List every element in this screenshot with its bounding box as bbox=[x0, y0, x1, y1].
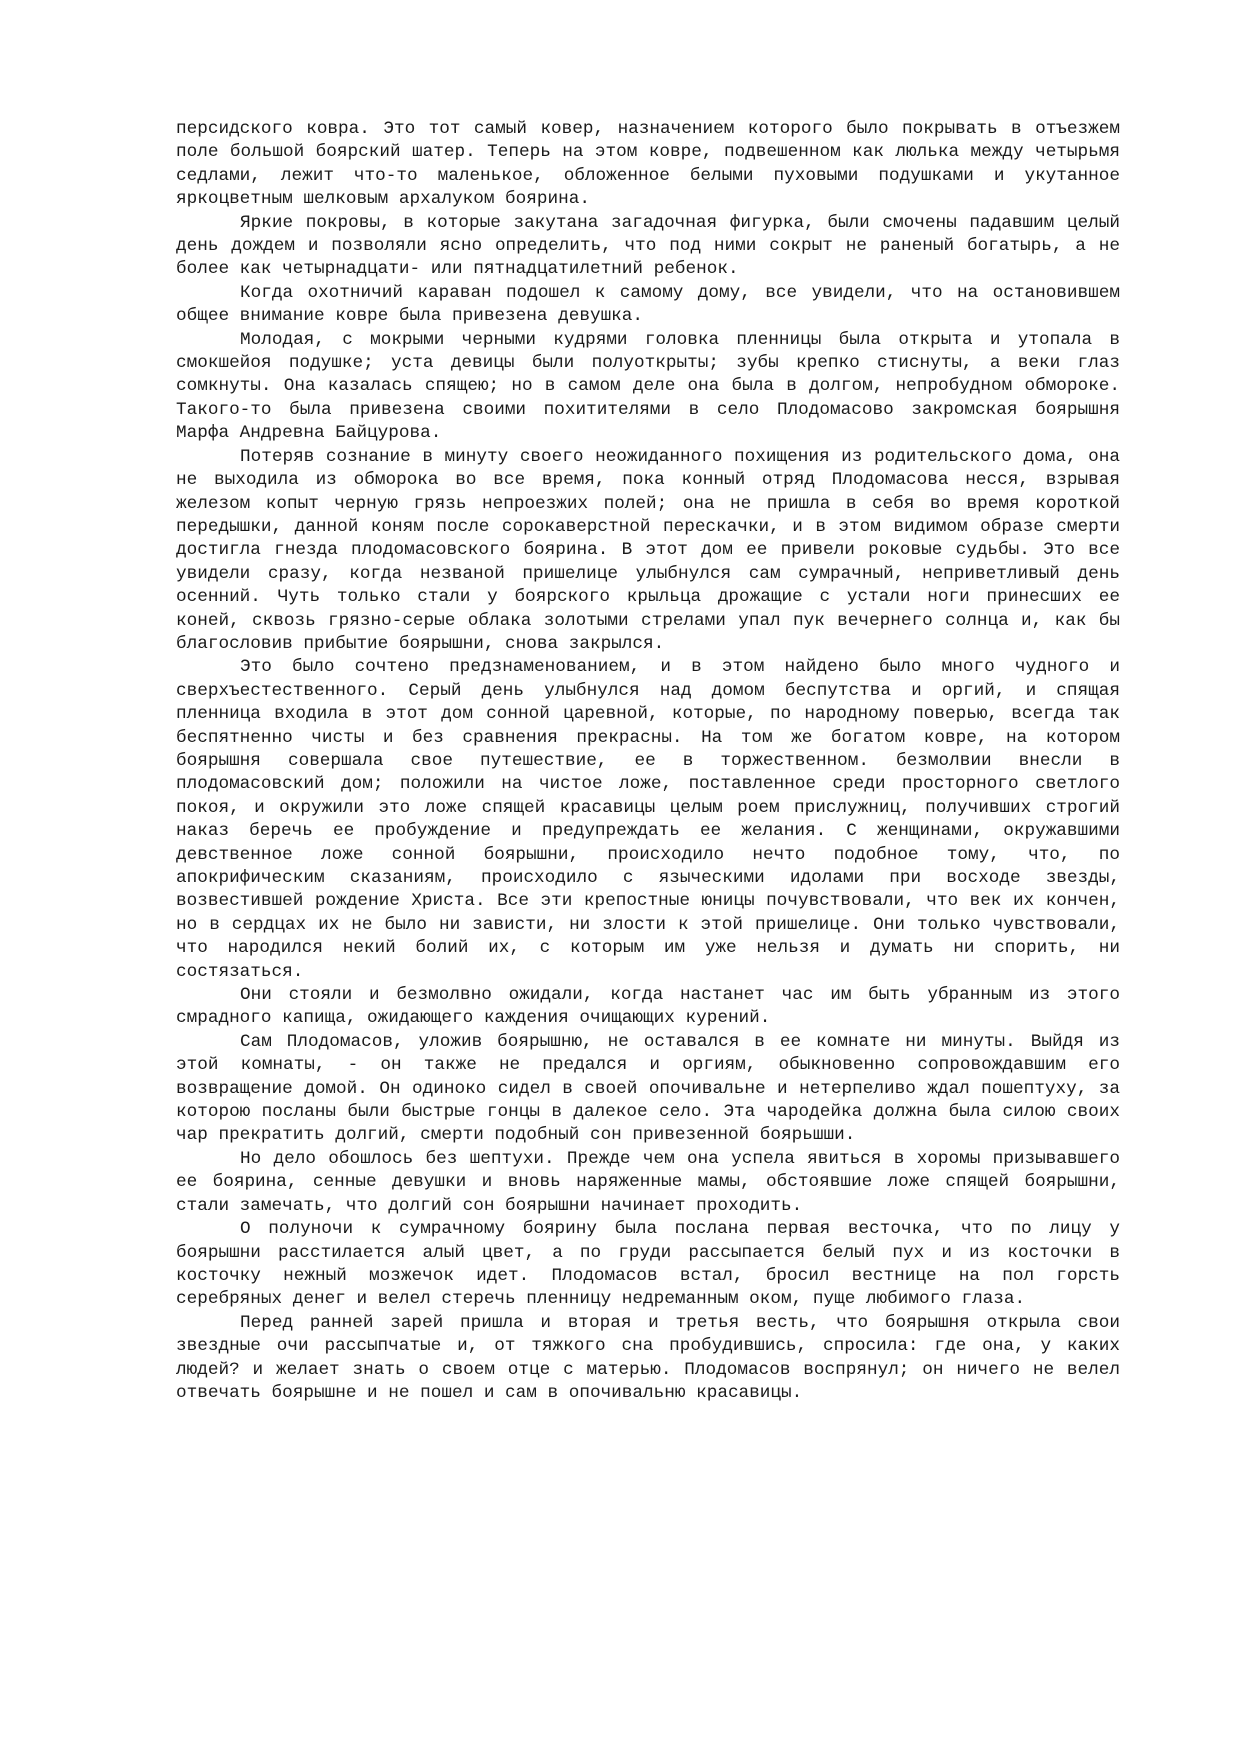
paragraph-3: Когда охотничий караван подошел к самому дому, все увидели, что на остановившем общее внимание ковре была привезена девушка. bbox=[176, 282, 1120, 327]
paragraph-10: О полуночи к сумрачному боярину была послана первая весточка, что по лицу у боярышни расстилается алый цвет, а по груди рассыпается белый пух и из косточки в косточку нежный мозжечок идет. Плодомасов встал, бросил вестнице на пол горсть серебряных денег и велел стеречь пленницу недреманным оком, пуще любимого глаза. bbox=[176, 1219, 1120, 1310]
paragraph-5: Потеряв сознание в минуту своего неожиданного похищения из родительского дома, она не выходила из обморока во все время, пока конный отряд Плодомасова несся, взрывая железом копыт черную грязь непроезжих полей; она не пришла в себя во время короткой передышки, данной коням после сорокаверстной перескачки, и в этом видимом образе смерти достигла гнезда плодомасовского боярина. В этот дом ее привели роковые судьбы. Это все увидели сразу, когда незваной пришелице улыбнулся сам сумрачный, неприветливый день осенний. Чуть только стали у боярского крыльца дрожащие с устали ноги принесших ее коней, сквозь грязно-серые облака золотыми стрелами упал пук вечернего солнца и, как бы благословив прибытие боярышни, снова закрылся. bbox=[176, 446, 1120, 654]
paragraph-11: Перед ранней зарей пришла и вторая и третья весть, что боярышня открыла свои звездные очи рассыпчатые и, от тяжкого сна пробудившись, спросила: где она, у каких людей? и желает знать о своем отце с матерью. Плодомасов воспрянул; он ничего не велел отвечать боярышне и не пошел и сам в опочивальню красавицы. bbox=[176, 1312, 1120, 1403]
paragraph-2: Яркие покровы, в которые закутана загадочная фигурка, были смочены падавшим целый день дождем и позволяли ясно определить, что под ними сокрыт не раненый богатырь, а не более как четырнадцати- или пятнадцатилетний ребенок. bbox=[176, 212, 1120, 280]
document-page bbox=[176, 118, 1120, 1405]
paragraph-9: Но дело обошлось без шептухи. Прежде чем она успела явиться в хоромы призывавшего ее боярина, сенные девушки и вновь наряженные мамы, обстоявшие ложе спящей боярышни, стали замечать, что долгий сон боярышни начинает проходить. bbox=[176, 1148, 1120, 1216]
paragraph-7: Они стояли и безмолвно ожидали, когда настанет час им быть убранным из этого смрадного капища, ожидающего каждения очищающих курений. bbox=[176, 985, 1120, 1029]
paragraph-6: Это было сочтено предзнаменованием, и в этом найдено было много чудного и сверхъестественного. Серый день улыбнулся над домом беспутства и оргий, и спящая пленница входила в этот дом сонной царевной, которые, по народному поверью, всегда так беспятненно чисты и без сравнения прекрасны. На том же богатом ковре, на котором боярышня совершала свое путешествие, ее в торжественном. безмолвии внесли в плодомасовский дом; положили на чистое ложе, поставленное среди просторного светлого покоя, и окружили это ложе спящей красавицы целым роем прислужниц, получивших строгий наказ беречь ее пробуждение и предупреждать ее желания. С женщинами, окружавшими девственное ложе сонной боярышни, происходило нечто подобное тому, что, по апокрифическим сказаниям, происходило с языческими идолами при восходе звезды, возвестившей рождение Христа. Все эти крепостные юницы почувствовали, что век их кончен, но в сердцах их не было ни зависти, ни злости к этой пришелице. Они только чувствовали, что народился некий болий их, с которым им уже нельзя и думать ни спорить, ни состязаться. bbox=[176, 657, 1120, 982]
paragraph-4: Молодая, с мокрыми черными кудрями головка пленницы была открыта и утопала в смокшейоя подушке; уста девицы были полуоткрыты; зубы крепко стиснуты, а веки глаз сомкнуты. Она казалась спящею; но в самом деле она была в долгом, непробудном обмороке. Такого-то была привезена своими похитителями в село Плодомасово закромская боярышня Марфа Андревна Байцурова. bbox=[176, 329, 1120, 444]
paragraph-8: Сам Плодомасов, уложив боярышню, не оставался в ее комнате ни минуты. Выйдя из этой комнаты, - он также не предался и оргиям, обыкновенно сопровождавшим его возвращение домой. Он одиноко сидел в своей опочивальне и нетерпеливо ждал пошептуху, за которою посланы были быстрые гонцы в далекое село. Эта чародейка должна была силою своих чар прекратить долгий, смерти подобный сон привезенной боярьшши. bbox=[176, 1031, 1120, 1146]
paragraph-1: персидского ковра. Это тот самый ковер, назначением которого было покрывать в отъезжем поле большой боярский шатер. Теперь на этом ковре, подвешенном как люлька между четырьмя седлами, лежит что-то маленькое, обложенное белыми пуховыми подушками и укутанное яркоцветным шелковым архалуком боярина. bbox=[176, 119, 1120, 210]
